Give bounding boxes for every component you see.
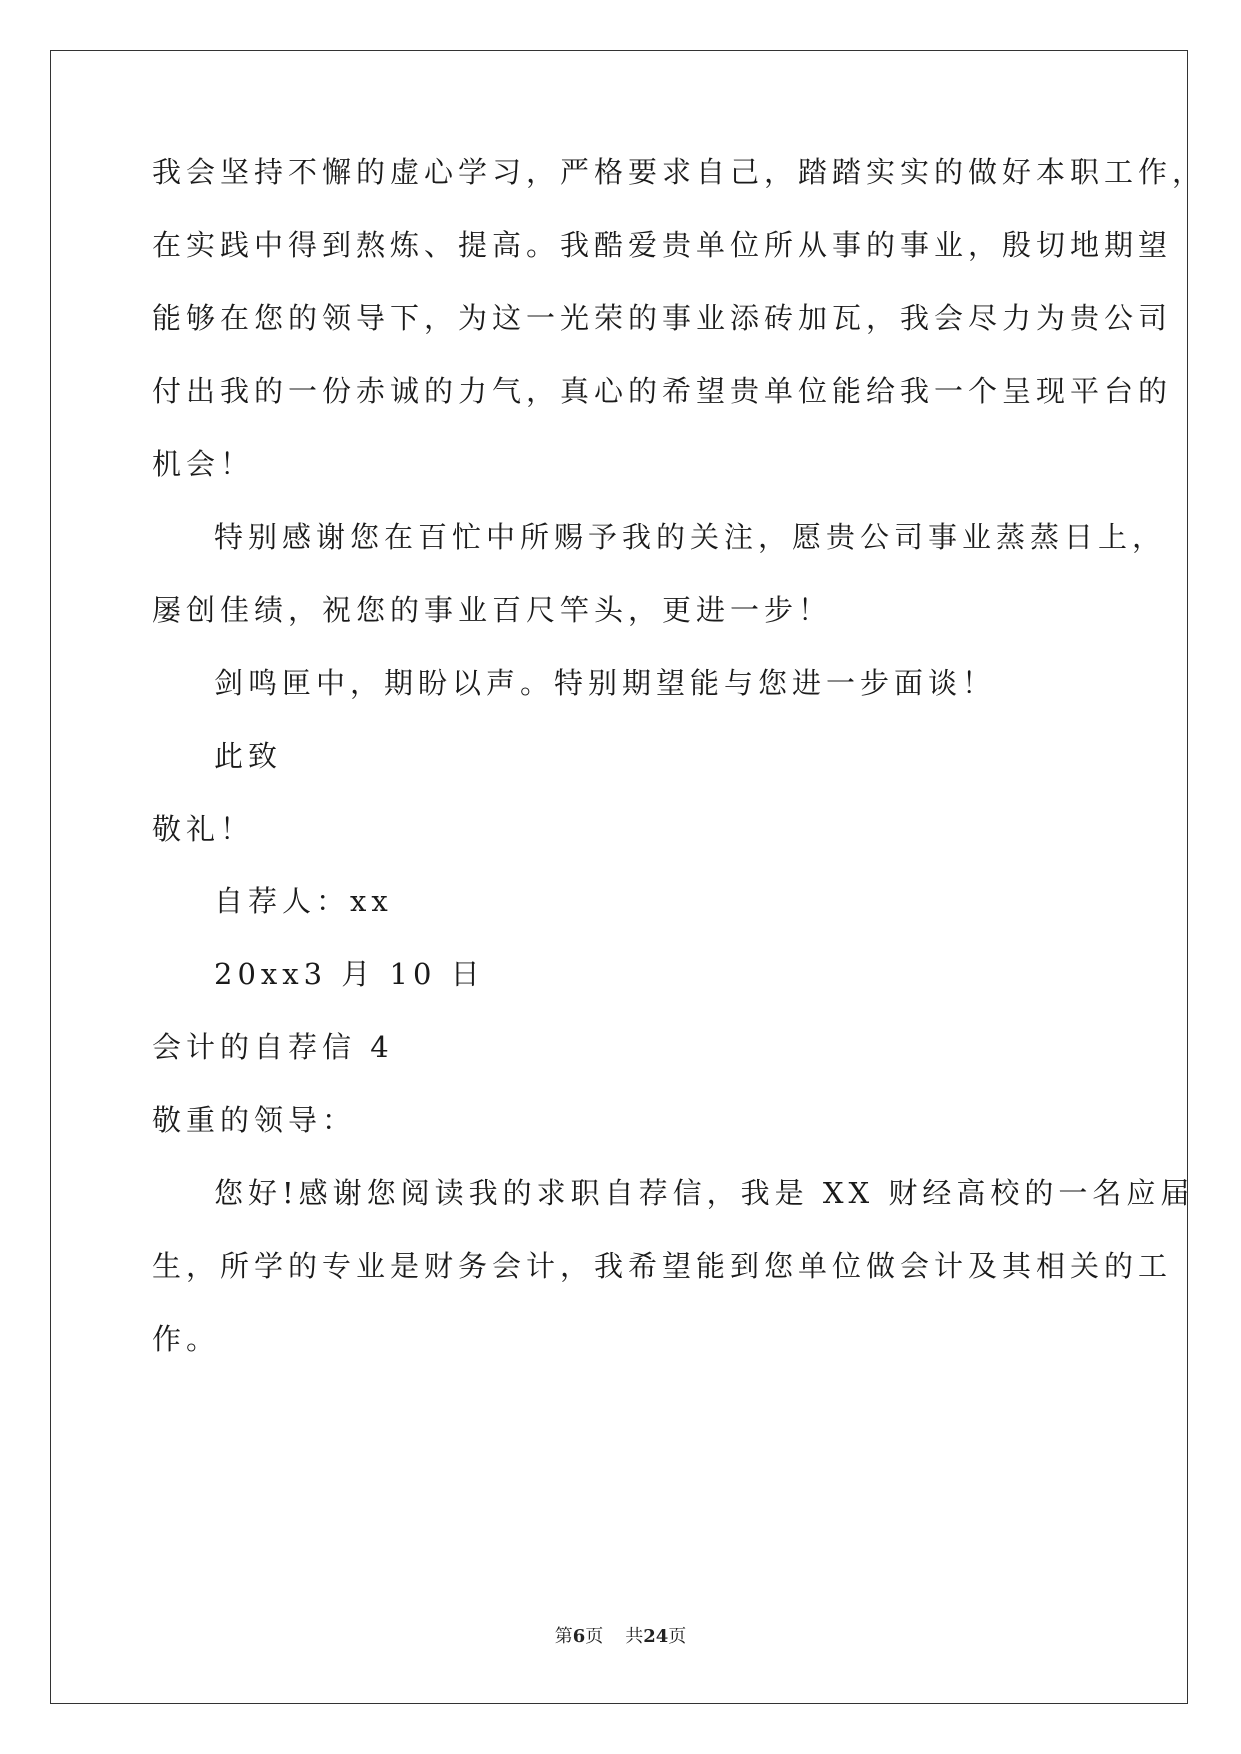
signature-line: 自荐人：xx (214, 884, 393, 918)
text-line: 作。 (152, 1322, 221, 1356)
page-footer (0, 1625, 1241, 1649)
salute-line: 敬礼！ (152, 812, 255, 846)
total-pages: 24 (643, 1626, 669, 1647)
text-line: 能够在您的领导下，为这一光荣的事业添砖加瓦，我会尽力为贵公司 (152, 301, 1173, 335)
text-line: 特别感谢您在百忙中所赐予我的关注，愿贵公司事业蒸蒸日上， (214, 520, 1167, 554)
text-line: 剑鸣匣中，期盼以声。特别期望能与您进一步面谈！ (214, 666, 997, 700)
date-line: 20xx3 月 10 日 (214, 957, 485, 991)
text-line: 生，所学的专业是财务会计，我希望能到您单位做会计及其相关的工 (152, 1249, 1173, 1283)
page-number: 6 (572, 1626, 586, 1647)
closing-line: 此致 (214, 739, 283, 773)
total-prefix: 共 (625, 1626, 644, 1647)
page-prefix: 第 (554, 1626, 573, 1647)
greeting-line: 敬重的领导： (152, 1103, 357, 1137)
text-line: 机会！ (152, 447, 255, 481)
text-line: 付出我的一份赤诚的力气，真心的希望贵单位能给我一个呈现平台的 (152, 374, 1173, 408)
total-suffix: 页 (668, 1626, 687, 1647)
page-suffix: 页 (585, 1626, 604, 1647)
text-line: 我会坚持不懈的虚心学习，严格要求自己，踏踏实实的做好本职工作， (152, 155, 1207, 189)
text-line: 屡创佳绩，祝您的事业百尺竿头，更进一步！ (152, 593, 833, 627)
text-line: 在实践中得到熬炼、提高。我酷爱贵单位所从事的事业，殷切地期望 (152, 228, 1173, 262)
text-line: 您好!感谢您阅读我的求职自荐信，我是 XX 财经高校的一名应届 (214, 1176, 1195, 1210)
section-title: 会计的自荐信 4 (152, 1030, 394, 1064)
